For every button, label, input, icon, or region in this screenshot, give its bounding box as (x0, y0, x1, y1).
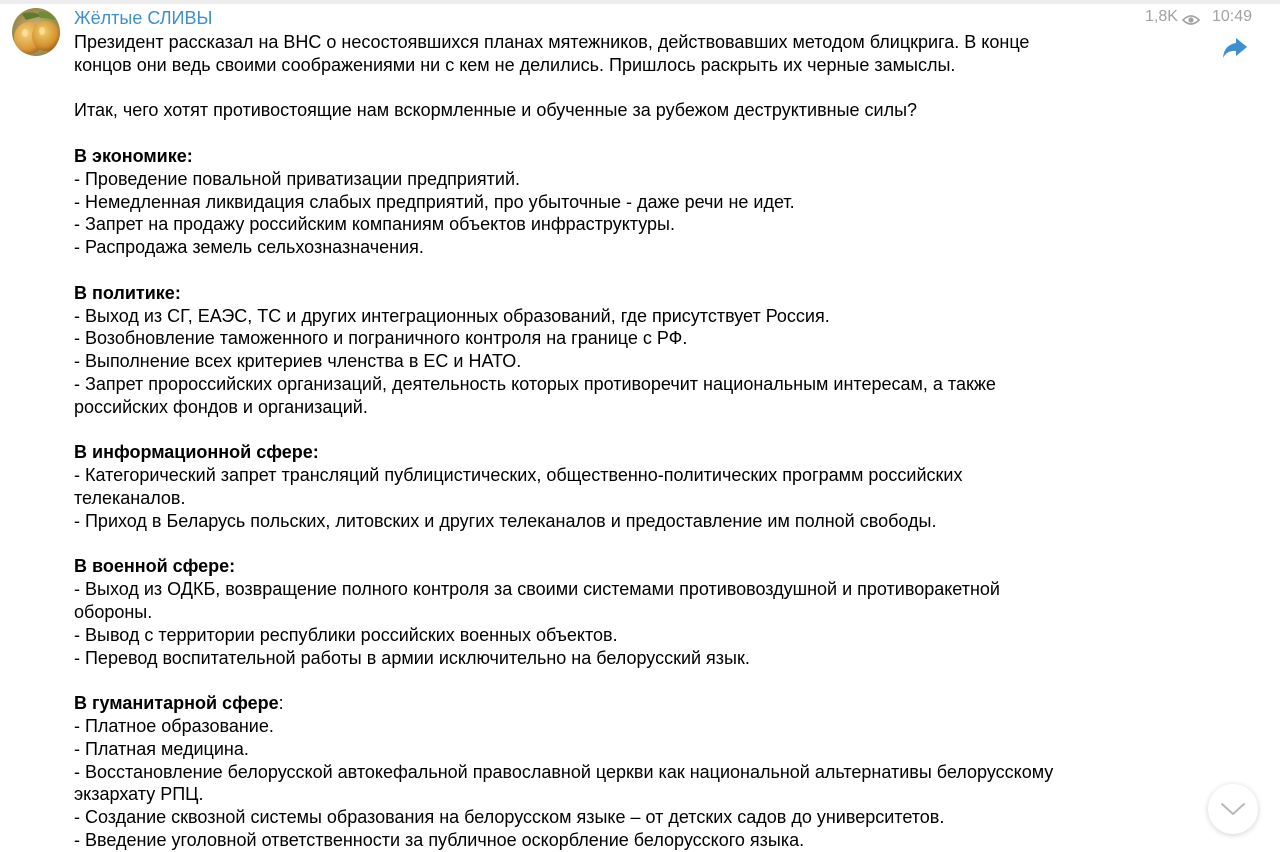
list-item: - Проведение повальной приватизации предприятий. (74, 168, 521, 189)
list-item: - Приход в Беларусь польских, литовских и других телеканалов и предоставление им полной свободы. (74, 510, 937, 531)
section-title: В экономике: (74, 145, 193, 166)
view-count: 1,8K (1145, 8, 1178, 25)
section-title: В гуманитарной сфере (74, 693, 279, 714)
forward-arrow-icon (1221, 36, 1249, 60)
list-item: - Создание сквозной системы образования на белорусском языке – от детских садов до университетов. (74, 807, 945, 828)
list-item: - Немедленная ликвидация слабых предприятий, про убыточные - даже речи не идет. (74, 191, 795, 212)
chevron-down-icon (1220, 802, 1246, 816)
message-time: 10:49 (1211, 8, 1252, 25)
message-text (74, 31, 1174, 852)
scroll-down-button[interactable] (1208, 784, 1258, 834)
channel-post (0, 4, 1280, 852)
list-item: - Категорический запрет трансляций публицистических, общественно-политических программ российских (74, 465, 963, 486)
intro-line: Президент рассказал на ВНС о несостоявшихся планах мятежников, действовавших методом блицкрига. В конце (74, 32, 1030, 52)
list-item: - Возобновление таможенного и пограничного контроля на границе с РФ. (74, 328, 688, 349)
plum-avatar-icon (12, 8, 60, 56)
list-item: экзархату РПЦ. (74, 784, 204, 805)
list-item: - Платное образование. (74, 715, 274, 736)
section-title: В политике: (74, 282, 181, 303)
section-humanitarian (74, 692, 1174, 852)
question-line: Итак, чего хотят противостоящие нам вскормленные и обученные за рубежом деструктивные силы? (74, 100, 918, 121)
section-title: В информационной сфере: (74, 442, 319, 463)
channel-avatar[interactable] (12, 8, 60, 56)
intro-line: концов они ведь своими соображениями ни с кем не делились. Пришлось раскрыть их черные замыслы. (74, 54, 956, 75)
message-meta (1145, 6, 1252, 28)
list-item: российских фондов и организаций. (74, 396, 368, 417)
list-item: - Выход из СГ, ЕАЭС, ТС и других интеграционных образований, где присутствует Россия. (74, 305, 830, 326)
list-item: - Восстановление белорусской автокефальной православной церкви как национальной альтернативы белорусскому (74, 761, 1054, 782)
list-item: - Выход из ОДКБ, возвращение полного контроля за своими системами противовоздушной и противоракетной (74, 579, 1000, 600)
list-item: телеканалов. (74, 487, 186, 508)
list-item: - Распродажа земель сельхозназначения. (74, 237, 424, 258)
list-item: - Введение уголовной ответственности за публичное оскорбление белорусского языка. (74, 829, 805, 850)
list-item: - Запрет пророссийских организаций, деятельность которых противоречит национальным интересам, а также (74, 373, 996, 394)
channel-name[interactable]: Жёлтые СЛИВЫ (74, 8, 213, 28)
list-item: обороны. (74, 601, 153, 622)
section-military (74, 555, 1174, 669)
list-item: - Перевод воспитательной работы в армии исключительно на белорусский язык. (74, 647, 750, 668)
section-information (74, 441, 1174, 532)
section-politics (74, 282, 1174, 419)
section-economy (74, 145, 1174, 259)
eye-icon (1182, 11, 1200, 23)
list-item: - Вывод с территории республики российских военных объектов. (74, 624, 618, 645)
forward-button[interactable] (1221, 36, 1249, 60)
section-title-colon: : (278, 693, 284, 714)
list-item: - Платная медицина. (74, 738, 249, 759)
list-item: - Запрет на продажу российским компаниям объектов инфраструктуры. (74, 214, 675, 235)
list-item: - Выполнение всех критериев членства в ЕС и НАТО. (74, 351, 522, 372)
section-title: В военной сфере: (74, 556, 236, 577)
